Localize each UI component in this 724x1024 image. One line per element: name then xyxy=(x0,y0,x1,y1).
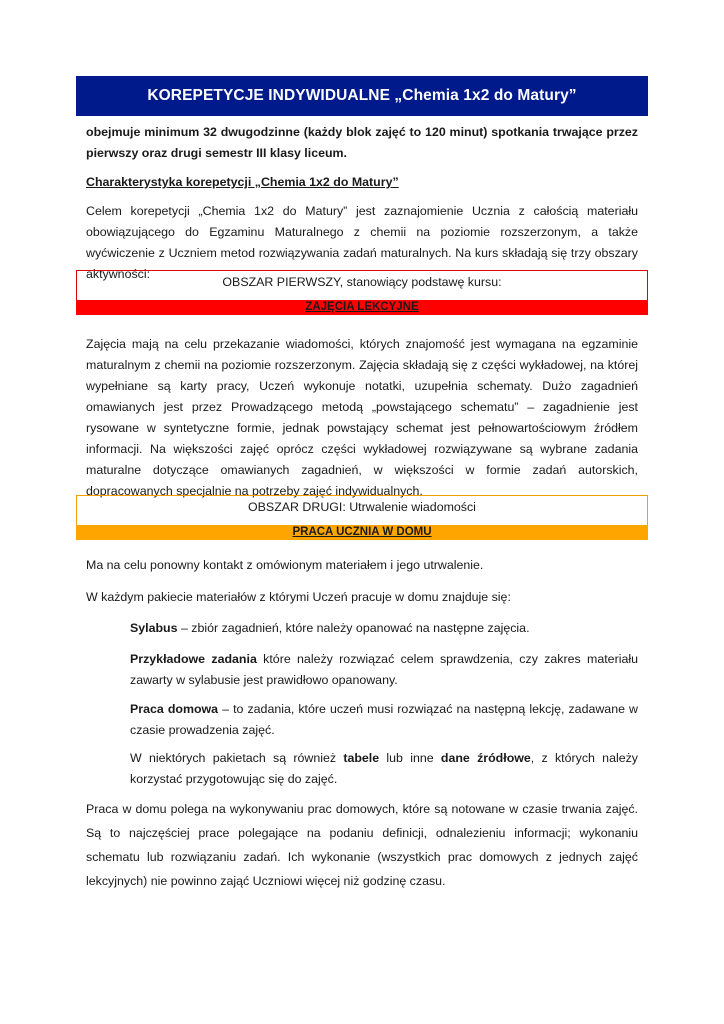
area-one-bar: ZAJĘCIA LEKCYJNE xyxy=(76,300,648,315)
area-one-box xyxy=(76,270,648,315)
package-intro: W każdym pakiecie materiałów z którymi Uczeń pracuje w domu znajduje się: xyxy=(86,590,511,604)
area-two-bar: PRACA UCZNIA W DOMU xyxy=(76,525,648,540)
extra-materials-note: W niektórych pakietach są również tabele lub inne dane źródłowe, z których należy korzystać przygotowując się do zajęć. xyxy=(130,751,638,786)
list-item-syllabus xyxy=(130,618,638,639)
area-two-intro: Ma na celu ponowny kontakt z omówionym materiałem i jego utrwalenie. xyxy=(86,558,484,572)
area-one-label: OBSZAR PIERWSZY, stanowiący podstawę kursu: xyxy=(76,270,648,300)
item-term: Przykładowe zadania xyxy=(130,652,257,666)
area-one-paragraph: Zajęcia mają na celu przekazanie wiadomości, których znajomość jest wymagana na egzaminie maturalnym z chemii na poziomie rozszerzonym. Zajęcia składają się z części wykładowej, na której wypełniane są karty pracy, Uczeń wykonuje notatki, uzupełnia schematy. Dużo zagadnień omawianych jest przez Prowadzącego metodą „powstającego schematu” – zagadnienie jest rysowane w syntetyczne formie, jednak powstający schemat jest pełnowartościowym źródłem informacji. Na większości zajęć oprócz części wykładowej rozwiązywane są wybrane zadania maturalne dotyczące omawianych zagadnień, w większości w formie zadań autorskich, dopracowanych specjalnie na potrzeby zajęć indywidualnych. xyxy=(86,337,638,498)
homework-paragraph: Praca w domu polega na wykonywaniu prac domowych, które są notowane w czasie trwania zajęć. Są to najczęściej prace polegające na podaniu definicji, odnalezieniu informacji; wykonaniu schematu lub rozwiązaniu zadań. Ich wykonanie (wszystkich prac domowych z jednych zajęć lekcyjnych) nie powinno zająć Uczniowi więcej niż godzinę czasu. xyxy=(86,802,638,888)
section-heading: Charakterystyka korepetycji „Chemia 1x2 do Matury” xyxy=(86,175,399,189)
area-two-box xyxy=(76,495,648,540)
item-text: – to zadania, które uczeń musi rozwiązać na następną lekcję, zadawane w czasie prowadzenia zajęć. xyxy=(130,702,638,737)
section-paragraph: Celem korepetycji „Chemia 1x2 do Matury” jest zaznajomienie Ucznia z całością materiału obowiązującego do Egzaminu Maturalnego z chemii na poziomie rozszerzonym, a także wyćwiczenie z Uczniem metod rozwiązywania zadań maturalnych. Na kurs składają się trzy obszary aktywności: xyxy=(86,204,638,281)
source-data-term: dane źródłowe xyxy=(440,751,531,765)
item-text: – zbiór zagadnień, które należy opanować na następne zajęcia. xyxy=(177,621,530,635)
item-text: które należy rozwiązać celem sprawdzenia, czy zakres materiału zawarty w sylabusie jest prawidłowo opanowany. xyxy=(130,652,638,687)
title-banner xyxy=(76,76,648,116)
list-item-sample-tasks xyxy=(130,649,638,691)
list-item-homework xyxy=(130,699,638,741)
item-term: Sylabus xyxy=(130,621,178,635)
item-term: Praca domowa xyxy=(130,702,219,716)
page-title: KOREPETYCJE INDYWIDUALNE „Chemia 1x2 do Matury” xyxy=(147,87,577,104)
intro-paragraph: obejmuje minimum 32 dwugodzinne (każdy blok zajęć to 120 minut) spotkania trwające przez pierwszy oraz drugi semestr III klasy liceum. xyxy=(86,125,638,160)
area-two-label: OBSZAR DRUGI: Utrwalenie wiadomości xyxy=(76,495,648,525)
tables-term: tabele xyxy=(343,751,380,765)
